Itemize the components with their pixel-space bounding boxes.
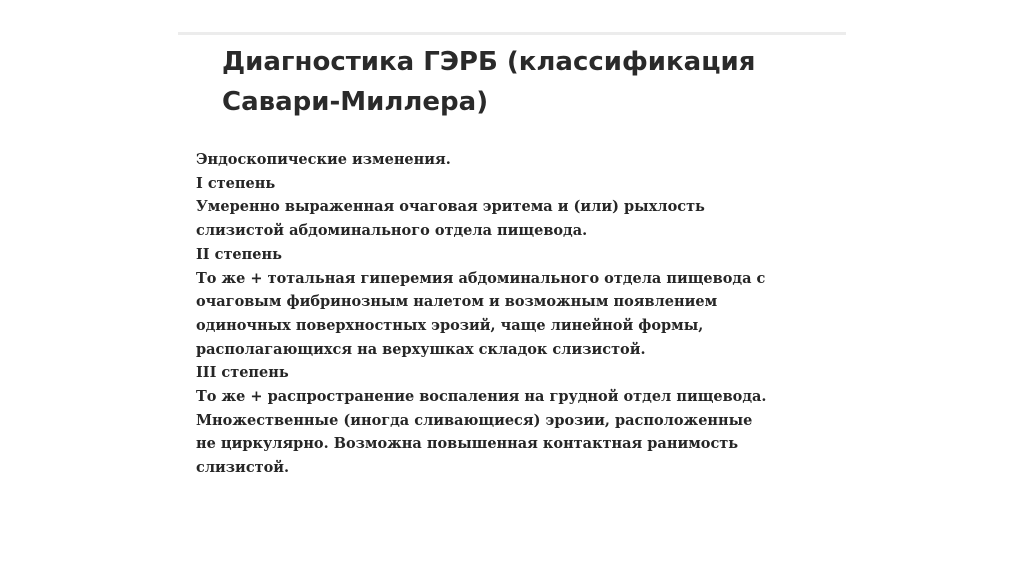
slide-title: [222, 42, 842, 122]
slide-body: [196, 148, 836, 480]
grade-2-heading: II степень: [196, 245, 282, 263]
title-line-1: Диагностика ГЭРБ (классификация: [222, 47, 756, 77]
grade-3-line: слизистой.: [196, 459, 290, 477]
grade-2-line: располагающихся на верхушках складок слизистой.: [196, 340, 646, 358]
title-line-2: Савари-Миллера): [222, 87, 489, 117]
intro-text: Эндоскопические изменения.: [196, 151, 451, 168]
grade-1-line: Умеренно выраженная очаговая эритема и (или) рыхлость: [196, 198, 705, 216]
grade-3-line: Множественные (иногда сливающиеся) эрозии, расположенные: [196, 411, 753, 429]
top-divider: [178, 32, 846, 35]
grade-1-line: слизистой абдоминального отдела пищевода.: [196, 222, 588, 240]
grade-3-line: не циркулярно. Возможна повышенная контактная ранимость: [196, 435, 739, 453]
grade-2-line: очаговым фибринозным налетом и возможным появлением: [196, 293, 718, 311]
grade-1-heading: I степень: [196, 174, 276, 192]
grade-2-line: одиночных поверхностных эрозий, чаще линейной формы,: [196, 316, 704, 334]
grade-3-heading: III степень: [196, 364, 289, 382]
grade-2-line: То же + тотальная гиперемия абдоминального отдела пищевода с: [196, 269, 766, 287]
grade-3-line: То же + распространение воспаления на грудной отдел пищевода.: [196, 388, 767, 406]
